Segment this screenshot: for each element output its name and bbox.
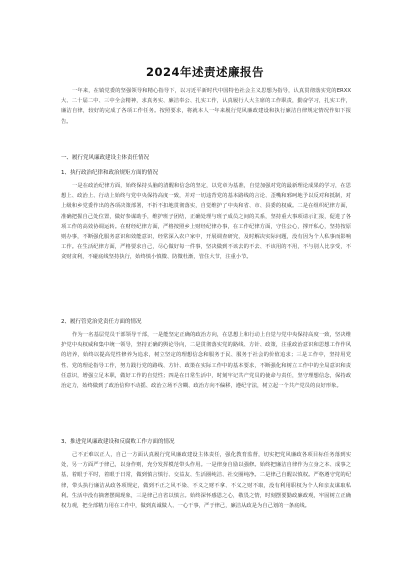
- section-1-heading: 一、履行党风廉政建设主体责任情况: [61, 155, 150, 161]
- subsection-1-body: 一是在政治纪律方面，始终保持头脑的清醒和信念的坚定，以党章为基准，自觉加强对党的最新理论成果的学习，在思想上、政治上、行动上始终与党中央保持高度一致，并对一切违背党的基本路线的言论、歪嘴和邪呵地予以反对和抵制，对上级和乡党委作出的各项决策部署，不折不扣地贯彻落实，自觉维护了中央和省、市、县委的权威。二是在组织纪律方面，准确把握自己处位置，做好参谋助手，维护班子团结，正确处理与班子成员之间的关系，坚持重大事项请示汇报，促进了各项工作的高效协调运转。在财经纪律方面，严格按照乡上财经纪律办事，在工作纪律方面，守住公心，撑开私心，坚持按原则办事，不断强化服务意识和效能意识，经常深入农户家中，开展调查研究，及时解决实际问题，没有因为个人私事而影响工作。在生活纪律方面，严格要求自己，尽心做好每一件事，坚决做到不该去的不去、不该用的不用，不与别人比享受，不贪财贪利，不碰底线坚持执行，始终慎小慎微、防微杜渐，管住大节，注重小节。: [61, 183, 351, 261]
- subsection-3-heading: 3、推进党风廉政建设和反腐败工作方面的情况: [61, 439, 175, 445]
- subsection-1-heading: 1、执行政治纪律和政治规矩方面的情况: [61, 170, 159, 176]
- page-title: 2024年述责述廉报告: [145, 65, 264, 79]
- subsection-2-heading: 2、履行管党治党责任方面的情况: [61, 319, 142, 325]
- intro-paragraph: 一年来，在镇党委的坚强领导和精心指导下，以习近平新时代中国特色社会主义思想为指导，认真贯彻落实党的ERXX大、二十届二中、三中全会精神，求真务实、廉洁奉公、扎实工作，认真履行人大主席的工作职责，勤奋学习，扎实工作，廉洁自律，较好的完成了各项工作任务。按照要求，将就本人一年来履行党风廉政建设和执行廉洁自律规定情况作如下报告。: [61, 88, 351, 125]
- subsection-3-body: 己不正难以正人，自己一方面认真履行党风廉政建设主体责任，强化教育监督，切实把党风廉政各项目标任务落到实处，另一方面严于律己，以身作则，充分发挥模范带头作用。一是律身自励以强修。始终把廉洁自律作为立身之本、成事之基，着眼于平时，着眼于日常，做到慎言慎行、交益友、生活圈纯洁、社交圈纯净。二是律己自醒以慎权。严格遵守党的纪律，带头执行廉洁从政各项规定，做到不正之风不染、不义之财不拿、不义之财不取，没有利用职权为个人和亲友谋取私利。生活中没有摘奢摆阔现象，三是律己自省以慎言。始终深怀感恩之心，敬畏之情，时刻摆要勤政廉政观，牢固树立正确权力观，把全部精力用在工作中，做到真诚做人、一心干事，严于律己，廉洁从政是为自己划的一条底线。: [61, 452, 351, 510]
- subsection-2-body: 作为一名基层党员干部领导干部，一是能坚定正确的政治方向，在思想上和行动上自觉与党中央保持高度一致，坚决维护党中央权威和集中统一领导，坚持正确的舆论导向，二是贯彻落实党的路线、方针、政策，注重政治意识和思想工作作风的培养，始终以提高党性修养为追求，树立坚定的理想信念和服务于民、服务于社会的价值追求；三是工作中，坚持用党性、党的理论指导工作，努力践行党的路线、方针、政策在实际工作中的基本要求，不断强化和树立工作中的全局意识和责任意识，增强立足本职，做好工作的自觉性；四是在日常生活中，时刻牢记共产党员的使命与责任，坚守理想信念，保持政治定力，始终做到了政治信仰不动摇、政治立场不含糊、政治方向不偏移，遵纪守法，树立起一个共产党员的良好形象。: [61, 332, 351, 390]
